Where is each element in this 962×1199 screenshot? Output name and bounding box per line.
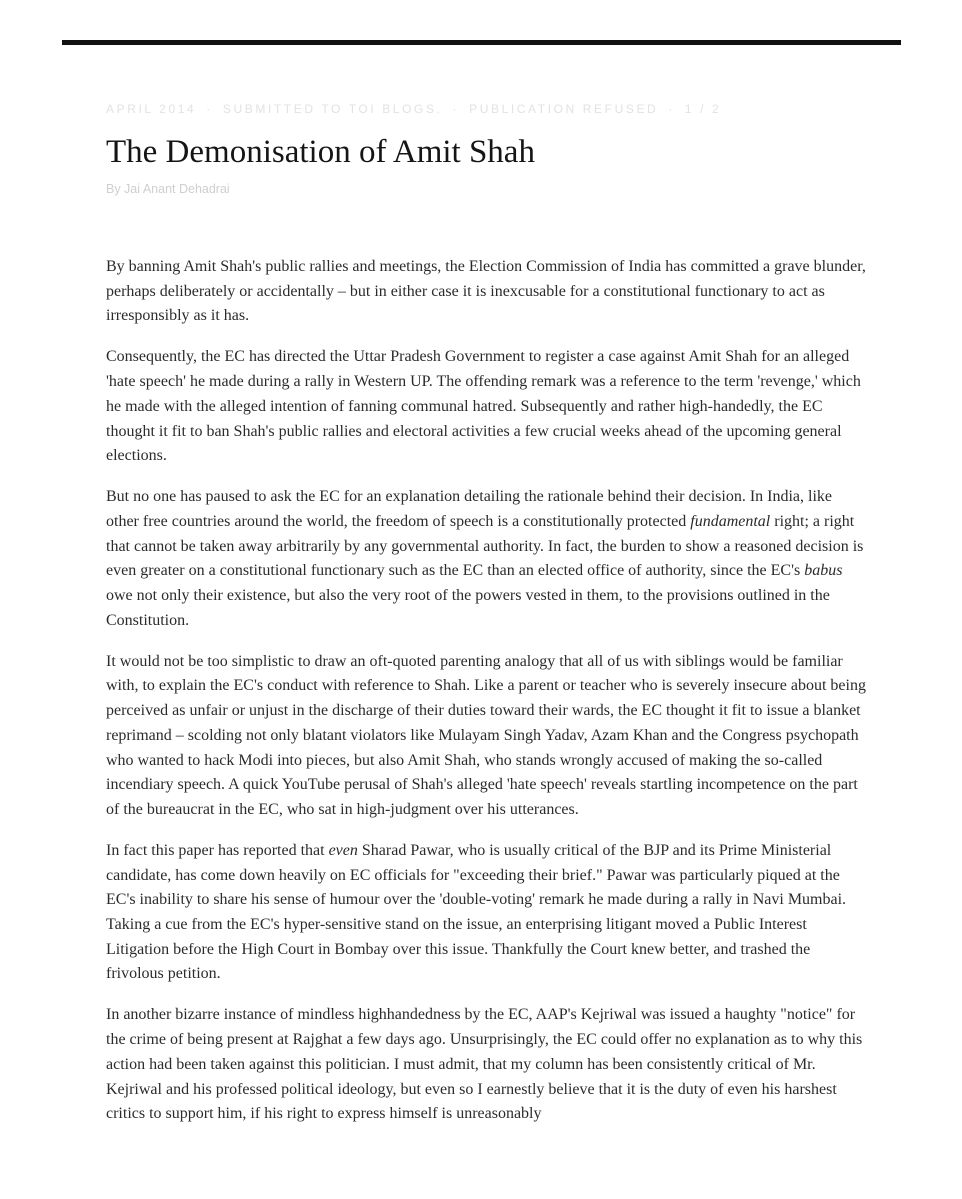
article-title: The Demonisation of Amit Shah	[106, 134, 535, 170]
meta-separator: ·	[452, 102, 460, 116]
paragraph: In another bizarre instance of mindless highhandedness by the EC, AAP's Kejriwal was issued a haughty "notice" for the crime of being present at Rajghat a few days ago. Unsurprisingly, the EC could offer no explanation as to why this action had been taken against this politician. I must admit, that my column has been consistently critical of Mr. Kejriwal and his professed political ideology, but even so I earnestly believe that it is the duty of even his harshest critics to support him, if his right to express himself is unreasonably	[106, 1006, 863, 1123]
paragraph: But no one has paused to ask the EC for an explanation detailing the rationale behind their decision. In India, like other free countries around the world, the freedom of speech is a constitutionally protected fundamental right; a right that cannot be taken away arbitrarily by any governmental authority. In fact, the burden to show a reasoned decision is even greater on a constitutional functionary such as the EC than an elected office of authority, since the EC's babus owe not only their existence, but also the very root of the powers vested in them, to the provisions outlined in the Constitution.	[106, 488, 864, 629]
paragraph: It would not be too simplistic to draw an oft-quoted parenting analogy that all of us with siblings would be familiar with, to explain the EC's conduct with reference to Shah. Like a parent or teacher who is severely insecure about being perceived as unfair or unjust in the discharge of their duties toward their wards, the EC thought it fit to issue a blanket reprimand – scolding not only blatant violators like Mulayam Singh Yadav, Azam Khan and the Congress psychopath who wanted to hack Modi into pieces, but also Amit Shah, who stands wrongly accused of making the so-called incendiary speech. A quick YouTube perusal of Shah's alleged 'hate speech' reveals startling incompetence on the part of the bureaucrat in the EC, who sat in high-judgment over his utterances.	[106, 652, 866, 818]
meta-separator: ·	[668, 102, 675, 116]
paragraph: Consequently, the EC has directed the Uttar Pradesh Government to register a case against Amit Shah for an alleged 'hate speech' he made during a rally in Western UP. The offending remark was a reference to the term 'revenge,' which he made with the alleged intention of fanning communal hatred. Subsequently and rather high-handedly, the EC thought it fit to ban Shah's public rallies and electoral activities a few crucial weeks ahead of the upcoming general elections.	[106, 348, 861, 465]
article-byline: By Jai Anant Dehadrai	[106, 182, 230, 196]
article-body	[106, 255, 866, 1143]
meta-source: SUBMITTED TO TOI BLOGS.	[222, 102, 443, 116]
meta-status: PUBLICATION REFUSED	[469, 102, 659, 116]
meta-separator: ·	[206, 102, 213, 116]
meta-date: APRIL 2014	[106, 102, 197, 116]
paragraph: By banning Amit Shah's public rallies and meetings, the Election Commission of India has committed a grave blunder, perhaps deliberately or accidentally – but in either case it is inexcusable for a constitutional functionary to act as irresponsibly as it has.	[106, 258, 866, 325]
article-meta-line	[106, 102, 721, 116]
meta-page-number: 1 / 2	[684, 102, 722, 116]
paragraph: In fact this paper has reported that even Sharad Pawar, who is usually critical of the BJP and its Prime Ministerial candidate, has come down heavily on EC officials for "exceeding their brief." Pawar was particularly piqued at the EC's inability to share his sense of humour over the 'double-voting' remark he made during a rally in Navi Mumbai. Taking a cue from the EC's hyper-sensitive stand on the issue, an enterprising litigant moved a Public Interest Litigation before the High Court in Bombay over this issue. Thankfully the Court knew better, and trashed the frivolous petition.	[106, 841, 847, 983]
top-rule-divider	[62, 40, 901, 45]
